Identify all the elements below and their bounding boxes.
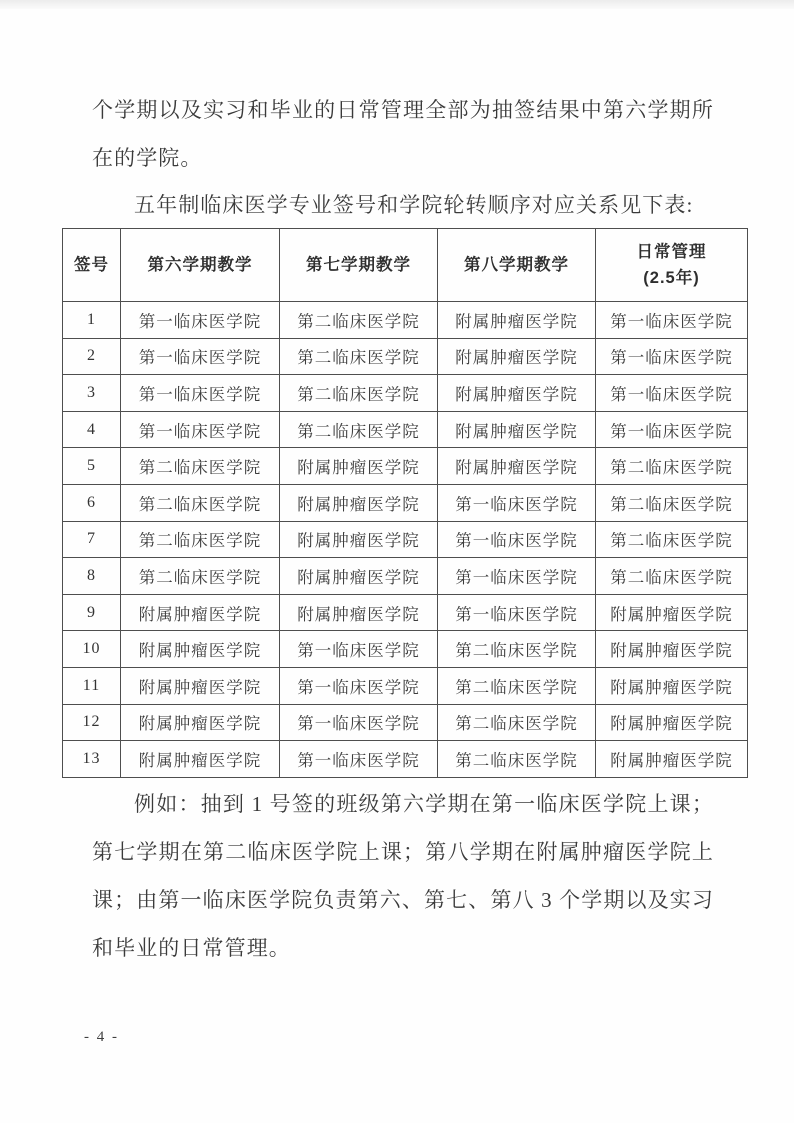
- college-cell: 附属肿瘤医学院: [121, 704, 280, 741]
- continuation-paragraph: 个学期以及实习和毕业的日常管理全部为抽签结果中第六学期所在的学院。: [92, 98, 714, 170]
- college-cell: 第二临床医学院: [121, 521, 280, 558]
- college-cell: 第一临床医学院: [280, 631, 438, 668]
- college-cell: 附属肿瘤医学院: [280, 448, 438, 485]
- college-cell: 附属肿瘤医学院: [280, 558, 438, 595]
- header-label: 日常管理: [636, 243, 707, 261]
- table-row: [63, 411, 748, 448]
- college-cell: 第二临床医学院: [121, 448, 280, 485]
- rotation-table: [62, 228, 748, 778]
- sign-number-cell: 4: [63, 411, 121, 448]
- sign-number-cell: 8: [63, 558, 121, 595]
- header-label: 签号: [74, 256, 109, 274]
- table-row: [63, 741, 748, 778]
- college-cell: 第二临床医学院: [121, 484, 280, 521]
- college-cell: 第一临床医学院: [596, 411, 748, 448]
- header-label: 第六学期教学: [147, 256, 253, 274]
- table-row: [63, 631, 748, 668]
- college-cell: 第二临床医学院: [121, 558, 280, 595]
- college-cell: 第一临床医学院: [280, 704, 438, 741]
- sign-number-cell: 3: [63, 375, 121, 412]
- table-row: [63, 302, 748, 339]
- header-cell: [63, 229, 121, 302]
- college-cell: 附属肿瘤医学院: [596, 631, 748, 668]
- college-cell: 第一临床医学院: [596, 375, 748, 412]
- college-cell: 第一临床医学院: [596, 302, 748, 339]
- sign-number-cell: 5: [63, 448, 121, 485]
- college-cell: 第一临床医学院: [438, 484, 596, 521]
- college-cell: 第一临床医学院: [280, 667, 438, 704]
- table-row: [63, 484, 748, 521]
- college-cell: 第二临床医学院: [280, 411, 438, 448]
- college-cell: 第一临床医学院: [280, 741, 438, 778]
- header-cell: [596, 229, 748, 302]
- sign-number-cell: 9: [63, 594, 121, 631]
- college-cell: 附属肿瘤医学院: [596, 594, 748, 631]
- college-cell: 附属肿瘤医学院: [121, 631, 280, 668]
- table-header-row: [63, 229, 748, 302]
- sign-number-cell: 7: [63, 521, 121, 558]
- sign-number-cell: 11: [63, 667, 121, 704]
- college-cell: 第一临床医学院: [438, 521, 596, 558]
- table-row: [63, 667, 748, 704]
- college-cell: 第二临床医学院: [596, 521, 748, 558]
- sign-number-cell: 13: [63, 741, 121, 778]
- sign-number-cell: 6: [63, 484, 121, 521]
- college-cell: 附属肿瘤医学院: [280, 484, 438, 521]
- college-cell: 附属肿瘤医学院: [438, 448, 596, 485]
- college-cell: 第二临床医学院: [596, 448, 748, 485]
- college-cell: 附属肿瘤医学院: [121, 594, 280, 631]
- header-label: 第七学期教学: [306, 256, 411, 274]
- college-cell: 第二临床医学院: [280, 375, 438, 412]
- example-paragraph: 例如：抽到 1 号签的班级第六学期在第一临床医学院上课；第七学期在第二临床医学院上课；第八学期在附属肿瘤医学院上课；由第一临床医学院负责第六、第七、第八 3 个学期以及实习和毕业的日常管理。: [92, 792, 714, 960]
- table-row: [63, 558, 748, 595]
- college-cell: 附属肿瘤医学院: [280, 521, 438, 558]
- college-cell: 第二临床医学院: [438, 704, 596, 741]
- table-row: [63, 594, 748, 631]
- college-cell: 附属肿瘤医学院: [121, 741, 280, 778]
- table-intro-paragraph: 五年制临床医学专业签号和学院轮转顺序对应关系见下表:: [134, 193, 694, 217]
- college-cell: 第一临床医学院: [438, 558, 596, 595]
- table-row: [63, 375, 748, 412]
- header-label: 第八学期教学: [464, 256, 569, 274]
- table-row: [63, 704, 748, 741]
- college-cell: 第一临床医学院: [438, 594, 596, 631]
- page-number: - 4 -: [84, 1029, 119, 1045]
- sign-number-cell: 1: [63, 302, 121, 339]
- college-cell: 第二临床医学院: [596, 484, 748, 521]
- sign-number-cell: 10: [63, 631, 121, 668]
- college-cell: 附属肿瘤医学院: [438, 411, 596, 448]
- college-cell: 附属肿瘤医学院: [438, 375, 596, 412]
- header-cell: [438, 229, 596, 302]
- college-cell: 附属肿瘤医学院: [121, 667, 280, 704]
- college-cell: 第一临床医学院: [596, 338, 748, 375]
- sign-number-cell: 2: [63, 338, 121, 375]
- college-cell: 附属肿瘤医学院: [438, 302, 596, 339]
- college-cell: 附属肿瘤医学院: [280, 594, 438, 631]
- college-cell: 附属肿瘤医学院: [596, 667, 748, 704]
- table-row: [63, 338, 748, 375]
- table-body: [63, 302, 748, 778]
- header-cell: [121, 229, 280, 302]
- table-row: [63, 521, 748, 558]
- college-cell: 第二临床医学院: [280, 338, 438, 375]
- college-cell: 附属肿瘤医学院: [596, 741, 748, 778]
- table-header: [63, 229, 748, 302]
- college-cell: 第二临床医学院: [596, 558, 748, 595]
- college-cell: 附属肿瘤医学院: [438, 338, 596, 375]
- college-cell: 第二临床医学院: [280, 302, 438, 339]
- header-sublabel: (2.5年): [643, 269, 700, 287]
- table-row: [63, 448, 748, 485]
- college-cell: 第二临床医学院: [438, 667, 596, 704]
- college-cell: 第一临床医学院: [121, 302, 280, 339]
- college-cell: 第二临床医学院: [438, 631, 596, 668]
- sign-number-cell: 12: [63, 704, 121, 741]
- college-cell: 第二临床医学院: [438, 741, 596, 778]
- college-cell: 第一临床医学院: [121, 411, 280, 448]
- college-cell: 第一临床医学院: [121, 338, 280, 375]
- college-cell: 附属肿瘤医学院: [596, 704, 748, 741]
- college-cell: 第一临床医学院: [121, 375, 280, 412]
- header-cell: [280, 229, 438, 302]
- scan-artifact-top: [0, 0, 794, 9]
